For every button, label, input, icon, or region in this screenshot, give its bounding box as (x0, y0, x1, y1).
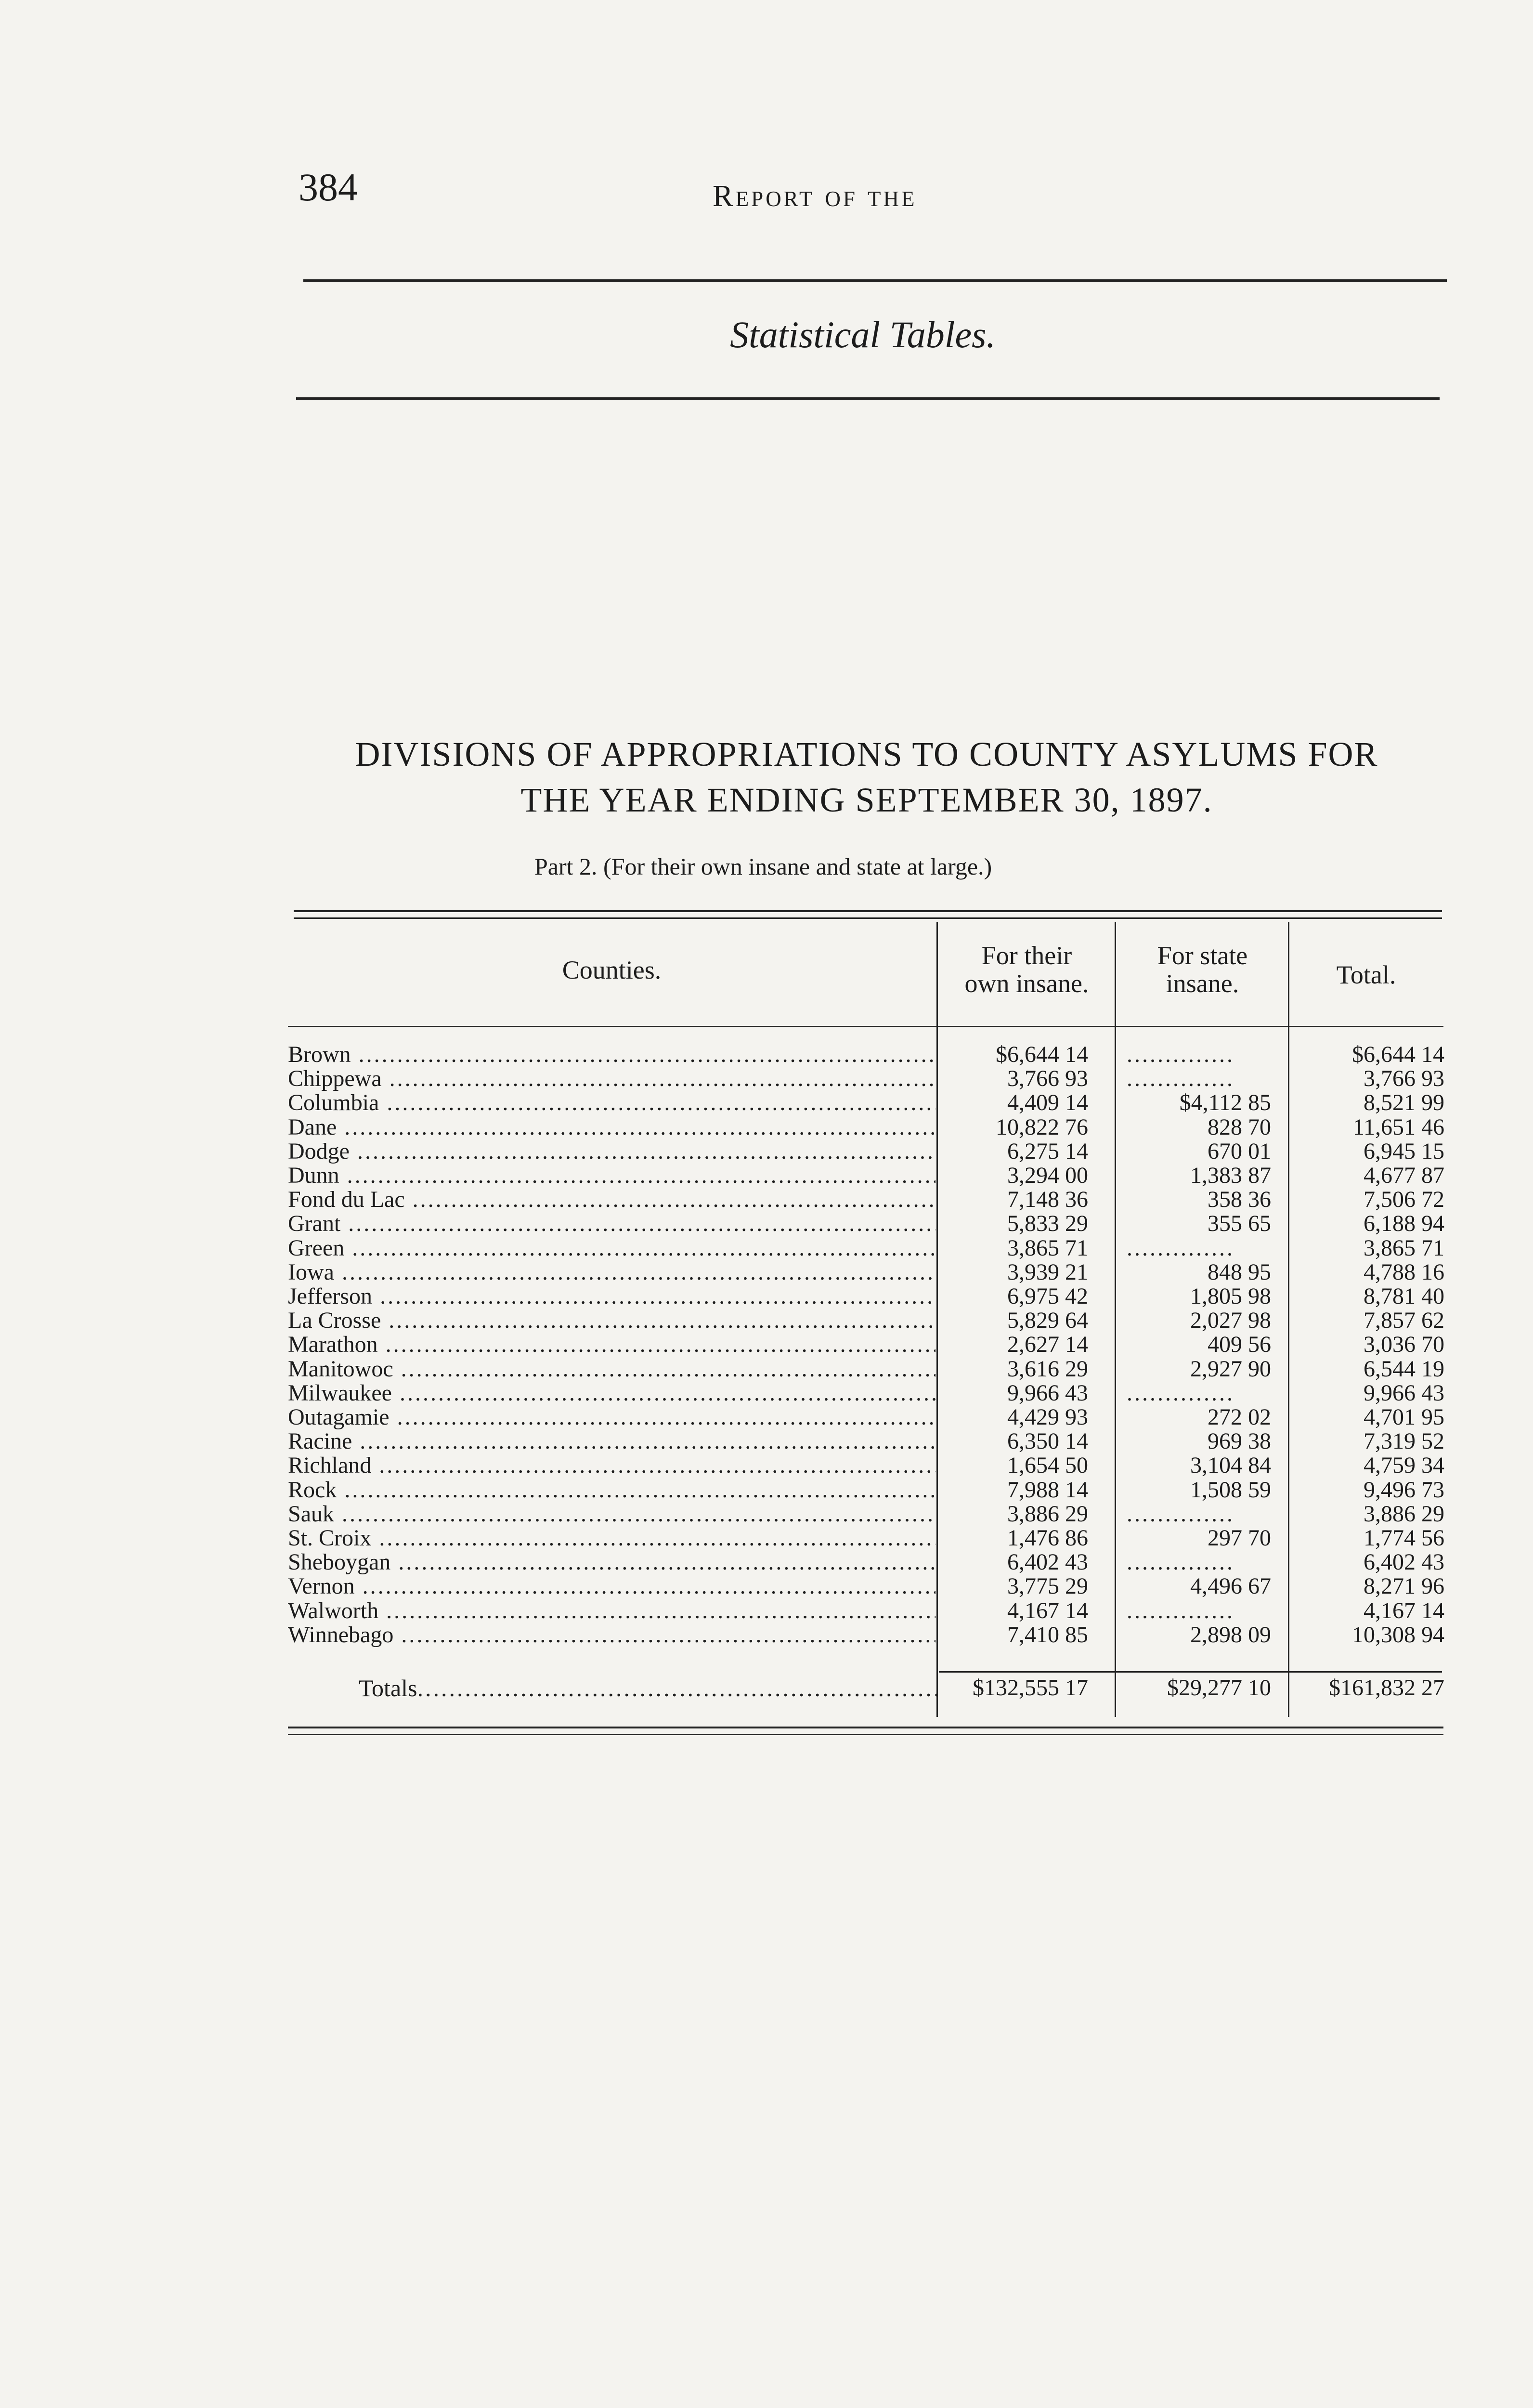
row-total-amount: 8,271 96 (1364, 1573, 1444, 1599)
empty-cell-leader: .............. (1127, 1598, 1234, 1623)
table-heading-line2: THE YEAR ENDING SEPTEMBER 30, 1897. (520, 781, 1213, 819)
county-name: Winnebago ..... (288, 1623, 935, 1647)
county-name: Milwaukee ..... (288, 1381, 935, 1405)
row-total-amount: 11,651 46 (1352, 1114, 1444, 1140)
state-header-line1: For state (1157, 941, 1248, 970)
county-name: Richland ..... (288, 1453, 935, 1478)
county-name: La Crosse ..... (288, 1309, 935, 1333)
row-total-amount: 6,945 15 (1364, 1138, 1444, 1164)
own-insane-amount: 7,148 36 (1007, 1187, 1088, 1213)
column-divider-1 (936, 922, 938, 1717)
column-header-own-insane (939, 942, 1115, 997)
row-total-amount: 1,774 56 (1364, 1525, 1444, 1551)
row-total-amount: 6,402 43 (1364, 1549, 1444, 1575)
empty-cell-leader: .............. (1127, 1043, 1234, 1067)
row-total-amount: 10,308 94 (1352, 1622, 1444, 1648)
table-bottom-rule-1 (288, 1727, 1443, 1728)
totals-top-rule (939, 1671, 1442, 1673)
own-insane-amount: 3,616 29 (1007, 1356, 1088, 1382)
row-total-amount: 6,188 94 (1364, 1211, 1444, 1237)
county-name: Brown ..... (288, 1043, 935, 1067)
county-name: Manitowoc ..... (288, 1357, 935, 1381)
state-insane-amount: 2,027 98 (1190, 1308, 1271, 1334)
own-insane-amount: 6,402 43 (1007, 1549, 1088, 1575)
totals-total: $161,832 27 (1329, 1675, 1444, 1701)
county-name: Vernon ..... (288, 1574, 935, 1598)
running-head: Report of the (713, 179, 917, 213)
row-total-amount: 3,036 70 (1364, 1332, 1444, 1358)
own-insane-amount: 6,975 42 (1007, 1283, 1088, 1309)
table-heading-line1: DIVISIONS OF APPROPRIATIONS TO COUNTY ASYLUMS FOR (355, 735, 1378, 773)
table-top-rule-2 (294, 917, 1442, 919)
row-total-amount: $6,644 14 (1352, 1042, 1444, 1067)
totals-label: Totals ..... (359, 1676, 936, 1700)
column-divider-2 (1115, 922, 1116, 1717)
county-name: Iowa ..... (288, 1260, 935, 1284)
state-insane-amount: 1,508 59 (1190, 1477, 1271, 1503)
state-insane-amount: 409 56 (1208, 1332, 1271, 1358)
own-insane-amount: 3,766 93 (1007, 1066, 1088, 1092)
state-insane-amount: $4,112 85 (1179, 1090, 1271, 1116)
own-insane-amount: 4,409 14 (1007, 1090, 1088, 1116)
own-insane-amount: 5,829 64 (1007, 1308, 1088, 1334)
state-header-line2: insane. (1166, 969, 1239, 998)
county-name: Dodge ..... (288, 1139, 935, 1164)
state-insane-amount: 272 02 (1208, 1404, 1271, 1430)
state-insane-amount: 670 01 (1208, 1138, 1271, 1164)
county-name: Racine ..... (288, 1429, 935, 1453)
own-insane-amount: 2,627 14 (1007, 1332, 1088, 1358)
own-insane-amount: 3,886 29 (1007, 1501, 1088, 1527)
total-header-label: Total. (1336, 960, 1396, 989)
counties-header-label: Counties. (562, 955, 662, 984)
state-insane-amount: 355 65 (1208, 1211, 1271, 1237)
own-insane-amount: 3,939 21 (1007, 1259, 1088, 1285)
table-bottom-rule-2 (288, 1734, 1443, 1735)
own-insane-amount: 7,410 85 (1007, 1622, 1088, 1648)
row-total-amount: 4,788 16 (1364, 1259, 1444, 1285)
empty-cell-leader: .............. (1127, 1550, 1234, 1575)
county-name: Green ..... (288, 1236, 935, 1260)
county-name: Dane ..... (288, 1115, 935, 1139)
own-insane-amount: 9,966 43 (1007, 1380, 1088, 1406)
county-name: Walworth ..... (288, 1599, 935, 1623)
empty-cell-leader: .............. (1127, 1067, 1234, 1091)
state-insane-amount: 969 38 (1208, 1428, 1271, 1454)
empty-cell-leader: .............. (1127, 1502, 1234, 1526)
own-insane-amount: 4,429 93 (1007, 1404, 1088, 1430)
column-header-state-insane (1117, 942, 1288, 997)
table-subtitle: Part 2. (For their own insane and state at large.) (534, 853, 992, 880)
state-insane-amount: 848 95 (1208, 1259, 1271, 1285)
totals-state: $29,277 10 (1167, 1675, 1271, 1701)
row-total-amount: 4,167 14 (1364, 1597, 1444, 1623)
state-insane-amount: 3,104 84 (1190, 1453, 1271, 1479)
own-insane-amount: 3,775 29 (1007, 1573, 1088, 1599)
row-total-amount: 8,781 40 (1364, 1283, 1444, 1309)
county-name: Chippewa ..... (288, 1067, 935, 1091)
state-insane-amount: 1,383 87 (1190, 1163, 1271, 1188)
own-insane-amount: 1,654 50 (1007, 1453, 1088, 1479)
own-insane-amount: 10,822 76 (996, 1114, 1088, 1140)
own-header-line1: For their (981, 941, 1072, 970)
own-insane-amount: 7,988 14 (1007, 1477, 1088, 1503)
row-total-amount: 9,496 73 (1364, 1477, 1444, 1503)
county-name: Fond du Lac ..... (288, 1188, 935, 1212)
table-top-rule-1 (294, 910, 1442, 912)
row-total-amount: 6,544 19 (1364, 1356, 1444, 1382)
county-name: Outagamie ..... (288, 1405, 935, 1429)
row-total-amount: 3,886 29 (1364, 1501, 1444, 1527)
empty-cell-leader: .............. (1127, 1236, 1234, 1260)
county-name: Sheboygan ..... (288, 1550, 935, 1574)
state-insane-amount: 358 36 (1208, 1187, 1271, 1213)
column-header-counties (288, 956, 935, 984)
row-total-amount: 4,677 87 (1364, 1163, 1444, 1188)
header-rule-top (303, 279, 1447, 282)
header-rule-bottom (296, 397, 1440, 400)
county-name: Rock ..... (288, 1478, 935, 1502)
row-total-amount: 7,506 72 (1364, 1187, 1444, 1213)
row-total-amount: 7,857 62 (1364, 1308, 1444, 1334)
row-total-amount: 4,701 95 (1364, 1404, 1444, 1430)
own-insane-amount: 6,275 14 (1007, 1138, 1088, 1164)
state-insane-amount: 1,805 98 (1190, 1283, 1271, 1309)
own-header-line2: own insane. (964, 969, 1089, 998)
own-insane-amount: 6,350 14 (1007, 1428, 1088, 1454)
own-insane-amount: 4,167 14 (1007, 1597, 1088, 1623)
own-insane-amount: 3,294 00 (1007, 1163, 1088, 1188)
state-insane-amount: 828 70 (1208, 1114, 1271, 1140)
totals-own: $132,555 17 (973, 1675, 1088, 1701)
row-total-amount: 3,865 71 (1364, 1235, 1444, 1261)
county-name: Jefferson ..... (288, 1284, 935, 1309)
county-name: Grant ..... (288, 1212, 935, 1236)
state-insane-amount: 2,927 90 (1190, 1356, 1271, 1382)
row-total-amount: 3,766 93 (1364, 1066, 1444, 1092)
state-insane-amount: 2,898 09 (1190, 1622, 1271, 1648)
own-insane-amount: 3,865 71 (1007, 1235, 1088, 1261)
page-number: 384 (299, 165, 358, 209)
row-total-amount: 4,759 34 (1364, 1453, 1444, 1479)
own-insane-amount: 1,476 86 (1007, 1525, 1088, 1551)
row-total-amount: 8,521 99 (1364, 1090, 1444, 1116)
county-name: Columbia ..... (288, 1091, 935, 1115)
row-total-amount: 9,966 43 (1364, 1380, 1444, 1406)
state-insane-amount: 297 70 (1208, 1525, 1271, 1551)
county-name: Marathon ..... (288, 1333, 935, 1357)
county-name: Dunn ..... (288, 1164, 935, 1188)
column-header-total (1290, 961, 1442, 989)
own-insane-amount: $6,644 14 (996, 1042, 1088, 1067)
state-insane-amount: 4,496 67 (1190, 1573, 1271, 1599)
county-name: Sauk ..... (288, 1502, 935, 1526)
county-name: St. Croix ..... (288, 1526, 935, 1550)
own-insane-amount: 5,833 29 (1007, 1211, 1088, 1237)
section-title: Statistical Tables. (730, 314, 996, 355)
header-bottom-rule (288, 1026, 1443, 1027)
row-total-amount: 7,319 52 (1364, 1428, 1444, 1454)
empty-cell-leader: .............. (1127, 1381, 1234, 1405)
